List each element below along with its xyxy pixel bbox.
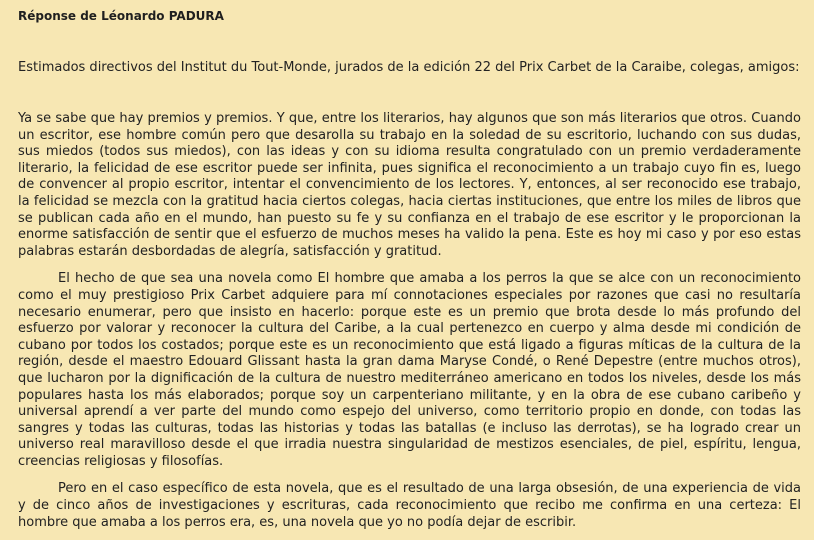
paragraph-3: Pero en el caso específico de esta novela, que es el resultado de una larga obsesión, de una experiencia de vida y de cinco años de investigaciones y escrituras, cada reconocimiento que recibo me confirma en una certeza: El hombre que amaba a los perros era, es, una novela que yo no podía dejar de escribir. (18, 481, 801, 530)
page-title: Réponse de Léonardo PADURA (18, 9, 224, 23)
document-body (18, 111, 801, 531)
salutation: Estimados directivos del Institut du Tout-Monde, jurados de la edición 22 del Prix Carbet de la Caraibe, colegas, amigos: (18, 60, 800, 75)
paragraph-1: Ya se sabe que hay premios y premios. Y que, entre los literarios, hay algunos que son más literarios que otros. Cuando un escritor, ese hombre común pero que desarolla su trabajo en la soledad de su escritorio, luchando con sus dudas, sus miedos (todos sus miedos), con las ideas y con su idioma resulta congratulado con un premio verdaderamente literario, la felicidad de ese escritor puede ser infinita, pues significa el reconocimiento a un trabajo cuyo fin es, luego de convencer al propio escritor, intentar el convencimiento de los lectores. Y, entonces, al ser reconocido ese trabajo, la felicidad se mezcla con la gratitud hacia ciertos colegas, hacia ciertas instituciones, que entre los miles de libros que se publican cada año en el mundo, han puesto su fe y su confianza en el trabajo de ese escritor y le proporcionan la enorme satisfacción de sentir que el esfuerzo de muchos meses ha valido la pena. Este es hoy mi caso y por eso estas palabras estarán desbordadas de alegría, satisfacción y gratitud. (18, 111, 801, 259)
paragraph-2: El hecho de que sea una novela como El hombre que amaba a los perros la que se alce con un reconocimiento como el muy prestigioso Prix Carbet adquiere para mí connotaciones especiales por razones que casi no resultaría necesario enumerar, pero que insisto en hacerlo: porque este es un premio que brota desde lo más profundo del esfuerzo por valorar y reconocer la cultura del Caribe, a la cual pertenezco en cuerpo y alma desde mi condición de cubano por todos los costados; porque este es un reconocimiento que está ligado a figuras míticas de la cultura de la región, desde el maestro Edouard Glissant hasta la gran dama Maryse Condé, o René Depestre (entre muchos otros), que lucharon por la dignificación de la cultura de nuestro mediterráneo americano en todos los niveles, desde los más populares hasta los más elaborados; porque soy un carpenteriano militante, y en la obra de ese cubano caribeño y universal aprendí a ver parte del mundo como espejo del universo, como territorio propio en donde, con todas las sangres y todas las culturas, todas las historias y todas las batallas (e incluso las derrotas), se ha logrado crear un universo real maravilloso desde el que irradia nuestra singularidad de mestizos esenciales, de piel, espíritu, lengua, creencias religiosas y filosofías. (18, 271, 801, 469)
